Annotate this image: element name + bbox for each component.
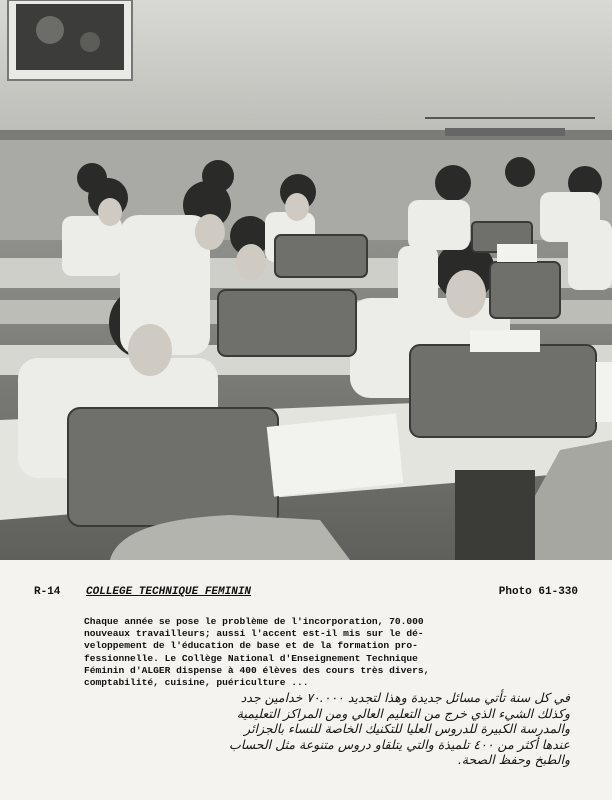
photo-number: Photo 61-330 xyxy=(498,586,578,598)
caption-header xyxy=(34,586,578,604)
reference-code: R-14 xyxy=(34,586,61,598)
caption-title: COLLEGE TECHNIQUE FEMININ xyxy=(86,586,252,598)
caption-area xyxy=(0,560,612,800)
arabic-handwritten-text: في كل سنة تأتي مسائل جديدة وهذا لتجديد ٧٠.٠٠٠ خدامين جدد وكذلك الشيء الذي خرج من التعليم العالي ومن المراكز التعليمية والمدرسة الكبيرة للدروس العليا للتكنيك الخاصة للنساء بالجزائر عندها أكثر من ٤٠٠ تلميذة والتي يتلقاو دروس متنوعة مثل الحساب والطبخ وحفظ الصحة. xyxy=(229,690,570,768)
french-description: Chaque année se pose le problème de l'incorporation, 70.000 nouveaux travailleurs; aussi l'accent est-il mis sur le dé- veloppement de l'éducation de base et de la formation pro- fessionnelle. Le Collège National d'Enseignement Technique Féminin d'ALGER dispense à 400 élèves des cours très divers, comptabilité, cuisine, puériculture ... xyxy=(84,616,430,689)
